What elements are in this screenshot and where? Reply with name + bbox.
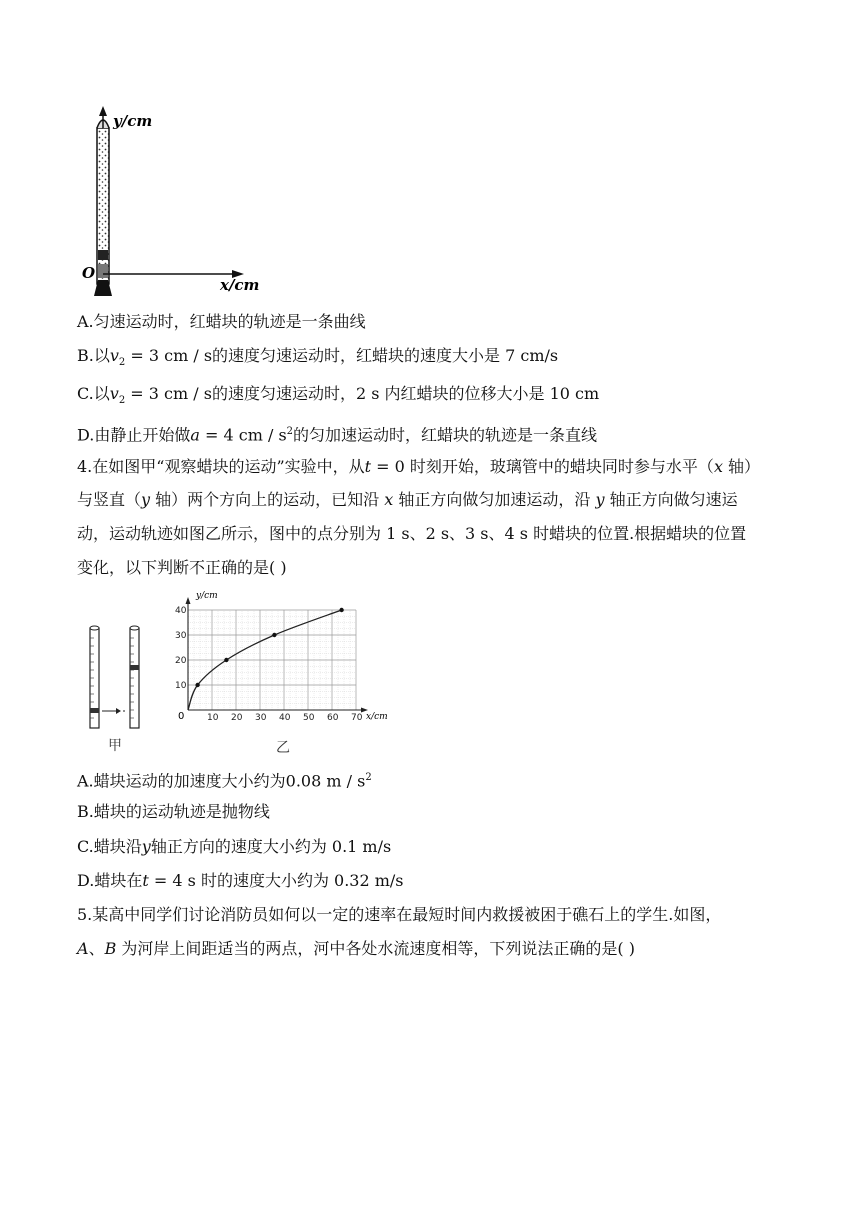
q5-stem-line2: A、B 为河岸上间距适当的两点，河中各处水流速度相等，下列说法正确的是( ) (77, 939, 636, 958)
chart-points (195, 608, 343, 687)
tube-right (130, 626, 139, 728)
q3-option-d: D.由静止开始做a = 4 cm / $s^2$的匀加速运动时，红蜡块的轨迹是一条直线 (77, 425, 598, 445)
data-point (339, 608, 343, 612)
x-tick-label: 10 (207, 713, 219, 723)
fig1-x-label: x/cm (220, 276, 260, 294)
figure-label-yi: 乙 (276, 740, 290, 756)
chart-axes (186, 597, 369, 713)
chart-x-label: x/cm (366, 712, 388, 722)
q4-stem-line3: 动，运动轨迹如图乙所示，图中的点分别为 1 s、2 s、3 s、4 s 时蜡块的位置.根据蜡块的位置 (77, 524, 747, 543)
data-point (272, 633, 276, 637)
y-tick-label: 10 (175, 681, 187, 691)
fig1-origin-label: O (82, 264, 96, 282)
q4-option-a: A.蜡块运动的加速度大小约为0.08 m / $s^2$ (77, 771, 372, 791)
q3-option-a: A.匀速运动时，红蜡块的轨迹是一条曲线 (77, 312, 366, 331)
tube-left (90, 626, 99, 728)
q4-option-b: B.蜡块的运动轨迹是抛物线 (77, 802, 270, 821)
x-tick-label: 70 (351, 713, 363, 723)
figure-jia-tubes (84, 620, 154, 755)
chart-grid (188, 610, 356, 710)
chart-y-label: y/cm (196, 591, 218, 601)
x-tick-label: 60 (327, 713, 339, 723)
fig1-y-label: y/cm (113, 112, 153, 130)
tube-axes-figure (80, 100, 260, 300)
chart-origin-label: 0 (178, 711, 185, 722)
y-tick-label: 30 (175, 631, 187, 641)
x-tick-label: 30 (255, 713, 267, 723)
q4-stem-line1: 4.在如图甲“观察蜡块的运动”实验中，从t = 0 时刻开始，玻璃管中的蜡块同时参与水平（x 轴） (77, 457, 761, 476)
y-tick-label: 20 (175, 656, 187, 666)
data-point (224, 658, 228, 662)
x-tick-label: 20 (231, 713, 243, 723)
data-point (195, 683, 199, 687)
y-tick-label: 40 (175, 606, 187, 616)
chart-tick-labels (175, 606, 363, 723)
q4-stem-line2: 与竖直（y 轴）两个方向上的运动，已知沿 x 轴正方向做匀加速运动，沿 y 轴正方向做匀速运 (77, 490, 738, 509)
x-tick-label: 40 (279, 713, 291, 723)
q3-option-c: C.以$v_2 = 3$ cm / s的速度匀速运动时，2 s 内红蜡块的位移大小是 10 cm (77, 384, 600, 407)
q4-option-c: C.蜡块沿y轴正方向的速度大小约为 0.1 m/s (77, 837, 392, 856)
q4-option-d: D.蜡块在t = 4 s 时的速度大小约为 0.32 m/s (77, 871, 404, 890)
figure-label-jia: 甲 (108, 738, 122, 754)
q3-option-b: B.以$v_2 = 3$ cm / s的速度匀速运动时，红蜡块的速度大小是 7 cm/s (77, 346, 559, 369)
q5-stem-line1: 5.某高中同学们讨论消防员如何以一定的速率在最短时间内救援被困于礁石上的学生.如图， (77, 905, 722, 924)
q4-stem-line4: 变化，以下判断不正确的是( ) (77, 558, 287, 577)
figure-yi-chart (170, 588, 400, 758)
x-tick-label: 50 (303, 713, 315, 723)
